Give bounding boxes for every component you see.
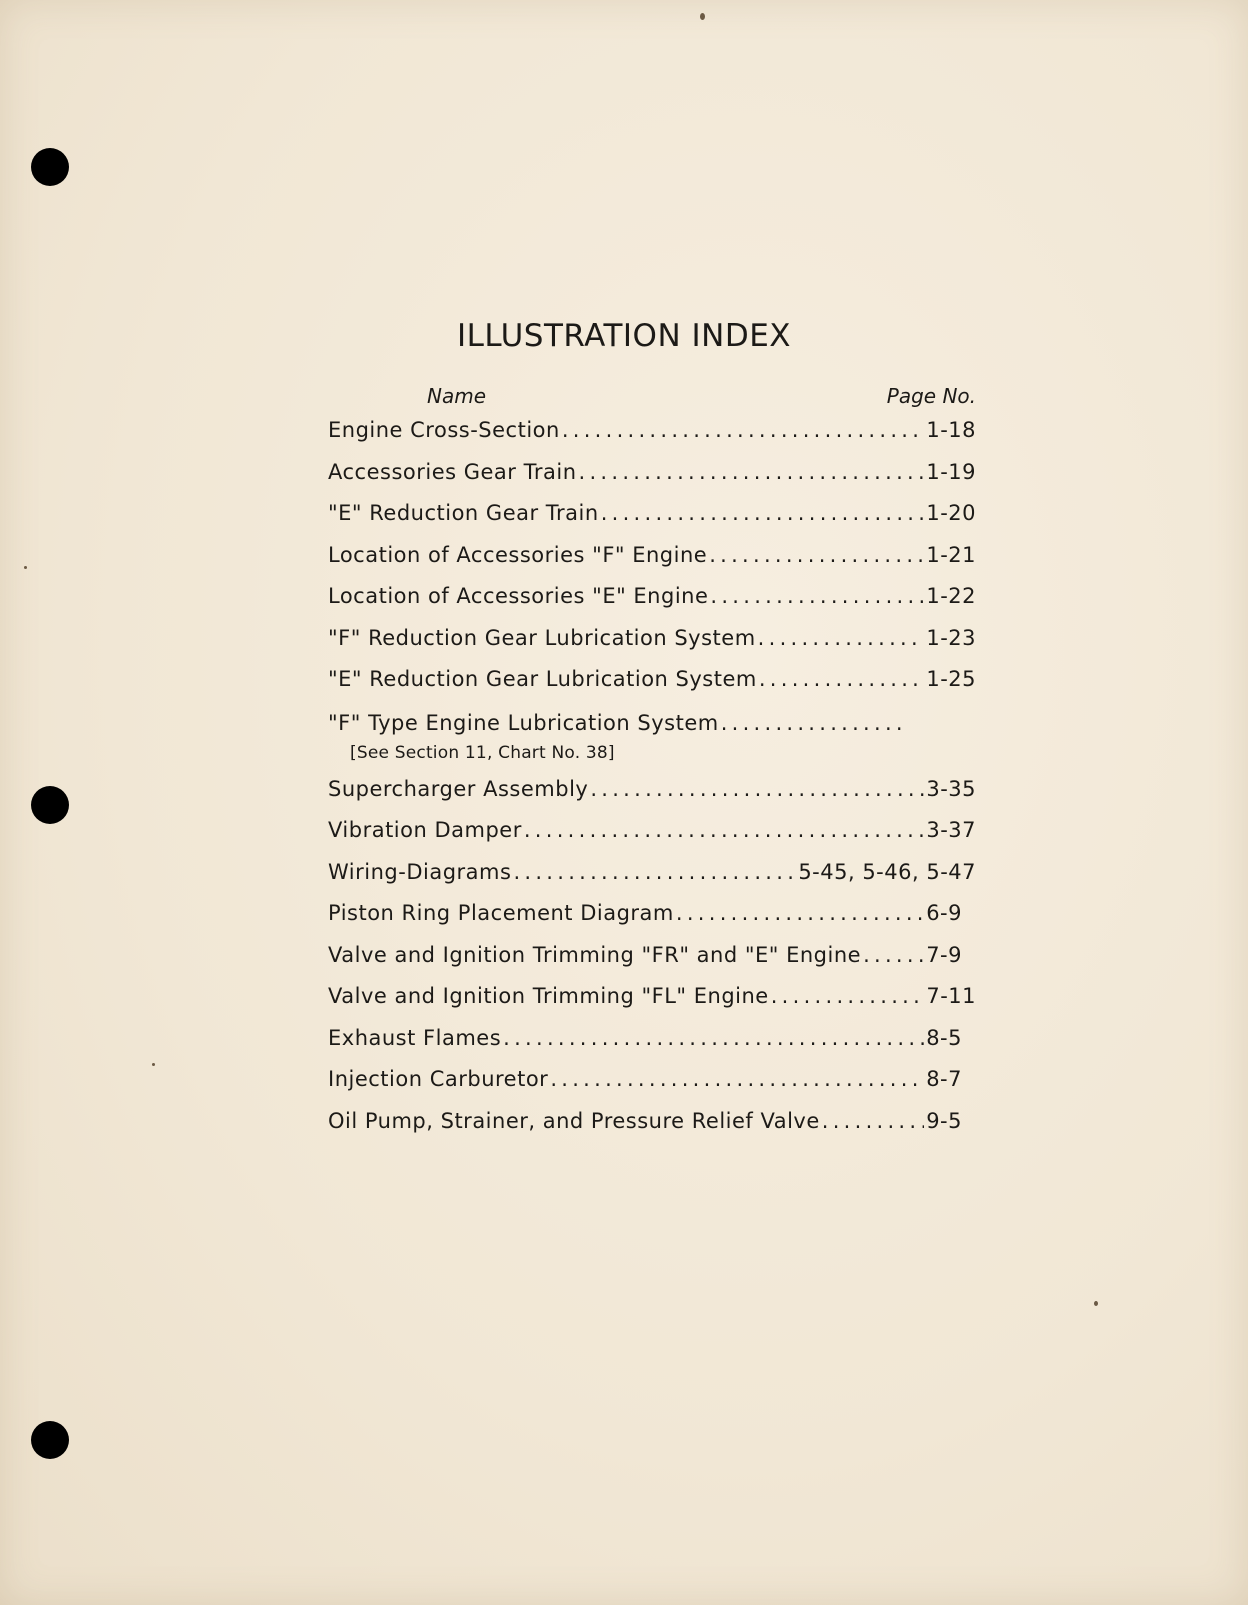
entry-page: 1-21 <box>926 542 976 567</box>
index-entry <box>328 418 976 460</box>
dot-leader <box>721 711 904 735</box>
entry-page: 1-25 <box>926 667 976 691</box>
index-entry <box>328 943 976 985</box>
name-column-header: Name <box>427 384 487 408</box>
entry-page: 1-20 <box>926 501 976 525</box>
entry-page: 3-37 <box>926 818 976 842</box>
entry-name: Location of Accessories "F" Engine <box>328 542 708 567</box>
entry-page: 8-5 <box>926 1025 962 1050</box>
index-header <box>328 384 976 418</box>
entry-name: "E" Reduction Gear Train <box>328 501 599 525</box>
index-entry <box>328 818 976 860</box>
dot-leader <box>759 667 924 691</box>
entry-name: Supercharger Assembly <box>328 776 589 801</box>
index-entry <box>328 584 976 626</box>
entry-page: 5-45, 5-46, 5-47 <box>798 859 976 884</box>
entry-name: Vibration Damper <box>328 818 522 842</box>
dot-leader <box>562 418 925 442</box>
index-entry <box>328 501 976 543</box>
paper-speck <box>700 13 705 20</box>
entry-page: 1-18 <box>926 418 976 442</box>
dot-leader <box>758 626 925 650</box>
entry-name: Oil Pump, Strainer, and Pressure Relief Valve <box>328 1108 820 1133</box>
index-entry <box>328 667 976 709</box>
dot-leader <box>601 501 925 525</box>
entry-name: "E" Reduction Gear Lubrication System <box>328 667 757 691</box>
page-column-header: Page No. <box>886 384 976 408</box>
entry-page: 1-22 <box>926 584 976 608</box>
dot-leader <box>579 460 925 484</box>
dot-leader <box>822 1109 924 1133</box>
entry-page: 1-19 <box>926 459 976 484</box>
index-entry <box>328 1067 976 1109</box>
entry-name: Injection Carburetor <box>328 1067 549 1091</box>
index-entry <box>328 1109 976 1151</box>
entry-page: 7-9 <box>926 942 962 967</box>
entry-name: "F" Reduction Gear Lubrication System <box>328 625 756 650</box>
index-entry <box>328 984 976 1026</box>
entry-page: 8-7 <box>926 1067 962 1091</box>
paper-speck <box>152 1063 155 1066</box>
entry-page: 1-23 <box>926 625 976 650</box>
index-entry <box>328 777 976 819</box>
entry-page: 7-11 <box>926 984 976 1008</box>
dot-leader <box>524 818 924 842</box>
entry-name: Valve and Ignition Trimming "FL" Engine <box>328 984 769 1008</box>
entry-name: Piston Ring Placement Diagram <box>328 901 674 925</box>
illustration-index-table <box>328 384 976 1150</box>
entry-name: Engine Cross-Section <box>328 418 560 442</box>
index-entry <box>328 543 976 585</box>
index-entry <box>328 901 976 943</box>
entry-name: Wiring-Diagrams <box>328 859 512 884</box>
dot-leader <box>771 984 925 1008</box>
index-entry <box>328 1026 976 1068</box>
dot-leader <box>590 777 924 801</box>
entry-name: Valve and Ignition Trimming "FR" and "E" Engine <box>328 942 862 967</box>
dot-leader <box>863 943 924 967</box>
punch-hole <box>31 148 69 186</box>
index-entry <box>328 626 976 668</box>
dot-leader <box>550 1067 924 1091</box>
dot-leader <box>709 543 924 567</box>
entry-name: Location of Accessories "E" Engine <box>328 584 709 608</box>
index-entry <box>328 711 976 777</box>
entry-note: [See Section 11, Chart No. 38] <box>350 742 615 763</box>
dot-leader <box>710 584 924 608</box>
entry-page: 6-9 <box>926 901 962 925</box>
entry-page: 9-5 <box>926 1108 962 1133</box>
page-title: ILLUSTRATION INDEX <box>456 318 792 354</box>
dot-leader <box>503 1026 924 1050</box>
punch-hole <box>31 1421 69 1459</box>
entry-name: Accessories Gear Train <box>328 459 577 484</box>
dot-leader <box>513 860 796 884</box>
paper-speck <box>1094 1301 1098 1306</box>
entry-name: Exhaust Flames <box>328 1025 502 1050</box>
entry-page: 3-35 <box>926 776 976 801</box>
entry-name: "F" Type Engine Lubrication System <box>328 710 719 735</box>
index-entry <box>328 860 976 902</box>
punch-hole <box>31 786 69 824</box>
paper-speck <box>24 566 27 569</box>
index-entry <box>328 460 976 502</box>
dot-leader <box>676 901 924 925</box>
